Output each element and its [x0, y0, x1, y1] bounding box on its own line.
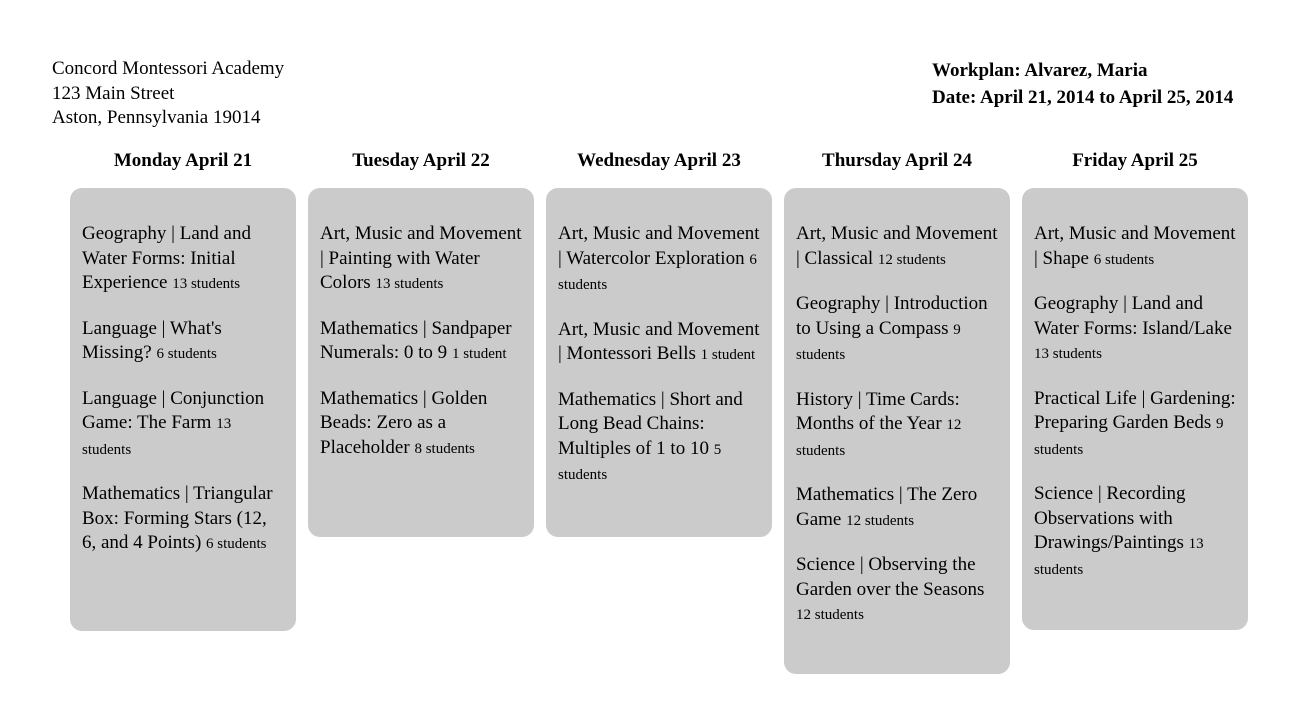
activity-subject: Art, Music and Movement | Painting with Water Colors	[320, 223, 522, 293]
activity-item	[796, 222, 998, 272]
activity-subject: Mathematics | Sandpaper Numerals: 0 to 9	[320, 317, 512, 363]
student-count: 13 students	[172, 276, 241, 292]
student-count: 5 students	[558, 441, 722, 483]
student-count: 13 students	[1034, 536, 1204, 578]
city-state-zip: Aston, Pennsylvania 19014	[52, 107, 261, 128]
day-activities-box	[308, 188, 534, 537]
activity-subject: History | Time Cards: Months of the Year	[796, 388, 960, 434]
activity-subject: Mathematics | Triangular Box: Forming Stars (12, 6, and 4 Points)	[82, 483, 273, 553]
activity-item	[796, 388, 998, 464]
activity-subject: Art, Music and Movement | Montessori Bells	[558, 318, 760, 364]
day-title: Monday April 21	[113, 150, 253, 171]
day-column-monday	[70, 148, 296, 631]
school-name: Concord Montessori Academy	[52, 58, 285, 79]
day-activities-box	[546, 188, 772, 537]
activity-item	[558, 318, 760, 368]
activity-item	[1034, 292, 1236, 367]
student-count: 9 students	[1034, 416, 1224, 458]
student-count: 12 students	[877, 251, 946, 268]
activity-item	[1034, 387, 1236, 463]
activity-subject: Language | Conjunction Game: The Farm	[82, 387, 265, 433]
workplan-info	[932, 57, 1233, 111]
activity-subject: Art, Music and Movement | Shape	[1034, 223, 1236, 269]
activity-item	[320, 387, 522, 462]
student-count: 9 students	[796, 321, 961, 363]
activity-item	[82, 387, 284, 463]
day-column-tuesday	[308, 148, 534, 537]
student-count: 6 students	[558, 251, 757, 293]
activity-subject: Mathematics | The Zero Game	[796, 484, 978, 530]
activity-item	[1034, 482, 1236, 582]
workplan-student: Workplan: Alvarez, Maria	[932, 60, 1148, 81]
activity-item	[82, 482, 284, 557]
activity-subject: Language | What's Missing?	[82, 317, 222, 363]
day-activities-box	[1022, 188, 1248, 630]
activity-item	[558, 222, 760, 298]
activity-subject: Art, Music and Movement | Classical	[796, 223, 998, 269]
day-column-wednesday	[546, 148, 772, 537]
day-title: Friday April 25	[1072, 150, 1198, 171]
activity-item	[796, 553, 998, 628]
activity-subject: Art, Music and Movement | Watercolor Exploration	[558, 223, 760, 269]
school-address-block	[52, 57, 284, 131]
student-count: 12 students	[796, 607, 864, 623]
activity-subject: Science | Recording Observations with Drawings/Paintings	[1034, 483, 1186, 553]
activity-subject: Mathematics | Short and Long Bead Chains: Multiples of 1 to 10	[558, 388, 743, 459]
activity-subject: Geography | Land and Water Forms: Initial Experience	[82, 223, 251, 293]
student-count: 6 students	[1093, 251, 1155, 268]
day-column-friday	[1022, 148, 1248, 630]
day-title: Tuesday April 22	[352, 150, 490, 171]
activity-subject: Science | Observing the Garden over the Seasons	[796, 554, 985, 600]
day-activities-box	[70, 188, 296, 631]
activity-item	[1034, 222, 1236, 272]
student-count: 12 students	[846, 512, 915, 529]
activity-item	[82, 222, 284, 297]
activity-subject: Mathematics | Golden Beads: Zero as a Placeholder	[320, 387, 488, 458]
student-count: 6 students	[156, 346, 217, 362]
day-activities-box	[784, 188, 1010, 674]
activity-subject: Practical Life | Gardening: Preparing Garden Beds	[1034, 387, 1236, 433]
student-count: 8 students	[414, 440, 475, 457]
activity-subject: Geography | Land and Water Forms: Island/Lake	[1034, 293, 1232, 339]
activity-item	[796, 292, 998, 368]
day-title: Wednesday April 23	[577, 150, 741, 171]
student-count: 12 students	[796, 417, 962, 459]
student-count: 6 students	[206, 536, 267, 552]
street-address: 123 Main Street	[52, 82, 175, 104]
activity-item	[558, 388, 760, 488]
activity-subject: Geography | Introduction to Using a Compass	[796, 293, 988, 339]
day-title: Thursday April 24	[822, 150, 972, 171]
activity-item	[82, 317, 284, 367]
activity-item	[320, 222, 522, 297]
activity-item	[320, 317, 522, 367]
student-count: 1 student	[700, 347, 756, 363]
student-count: 13 students	[82, 416, 232, 458]
student-count: 13 students	[375, 276, 444, 292]
student-count: 13 students	[1034, 346, 1102, 362]
student-count: 1 student	[451, 346, 507, 362]
activity-item	[796, 483, 998, 533]
workplan-date-range: Date: April 21, 2014 to April 25, 2014	[932, 87, 1234, 108]
day-column-thursday	[784, 148, 1010, 674]
